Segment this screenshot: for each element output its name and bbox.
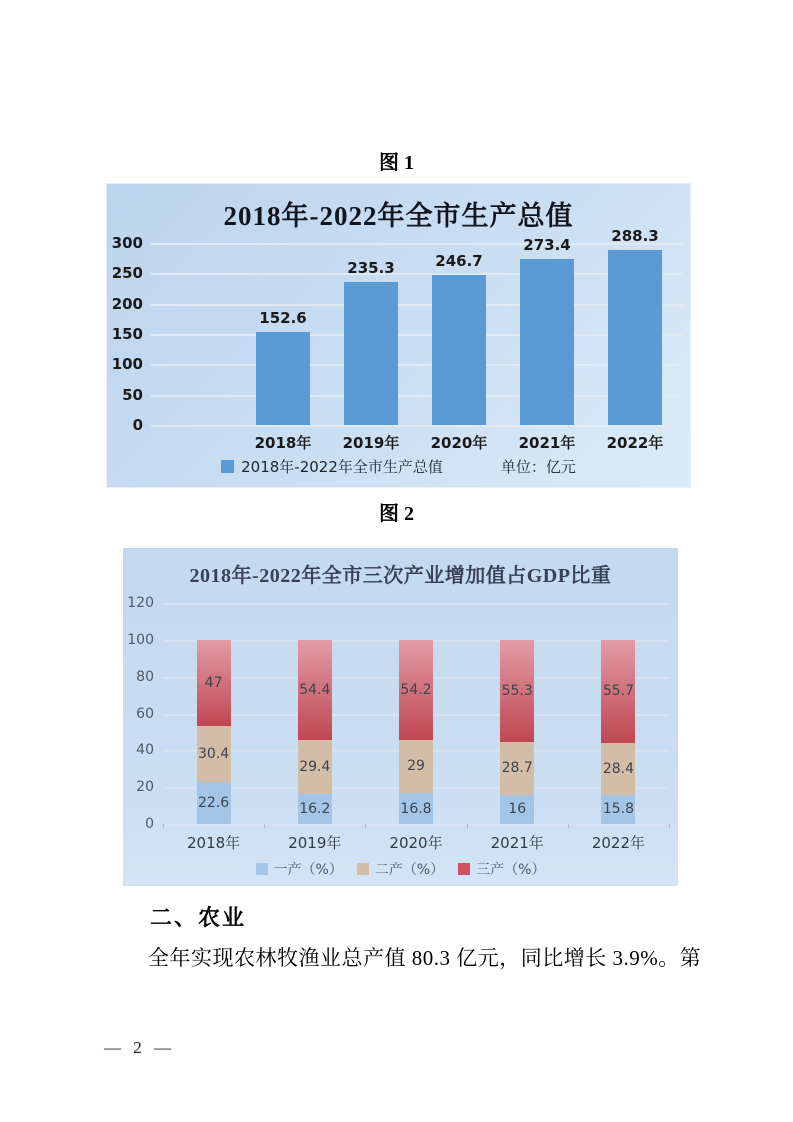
stacked-bar (500, 603, 534, 824)
gridline (163, 824, 669, 826)
legend-label: 三产（%） (476, 862, 546, 878)
segment-value-label: 16.8 (400, 800, 432, 817)
stack-segment (601, 743, 635, 795)
chart2-bar-area (163, 603, 669, 824)
segment-value-label: 54.4 (299, 681, 331, 698)
x-axis-label: 2019年 (342, 434, 400, 452)
segment-value-label: 22.6 (198, 795, 230, 812)
gdp-bar (520, 259, 574, 425)
stack-segment (298, 740, 332, 794)
chart2-legend (123, 859, 678, 879)
segment-value-label: 28.7 (501, 760, 533, 777)
stack-segment (399, 640, 433, 740)
stacked-bar (298, 603, 332, 824)
stack-segment (197, 782, 231, 824)
y-axis-tick-label: 20 (136, 779, 154, 796)
y-axis-tick-label: 80 (136, 668, 154, 685)
stack-segment (601, 640, 635, 743)
segment-value-label: 16 (508, 801, 527, 818)
x-axis-label: 2018年 (187, 834, 241, 852)
chart2-title: 2018年-2022年全市三次产业增加值占GDP比重 (189, 565, 612, 587)
chart1-title: 2018年-2022年全市生产总值 (223, 201, 574, 231)
stack-segment (399, 740, 433, 793)
axis-tick (669, 824, 670, 828)
chart2-plot-area (127, 595, 669, 832)
figure1-caption: 图 1 (379, 152, 414, 174)
legend-swatch (256, 863, 268, 875)
chart1-bar-slot (239, 243, 327, 425)
chart1-legend (107, 456, 690, 477)
stack-segment (197, 640, 231, 727)
x-axis-label: 2019年 (288, 834, 342, 852)
gridline (151, 425, 683, 427)
chart1-bar-slot (415, 243, 503, 425)
chart1-bar-area (239, 227, 679, 425)
chart1-x-axis (239, 432, 679, 453)
gdp-bar (432, 275, 486, 425)
segment-value-label: 28.4 (602, 760, 634, 777)
segment-value-label: 47 (204, 675, 223, 692)
y-axis-tick-label: 120 (127, 595, 154, 611)
y-axis-tick-label: 50 (122, 385, 143, 404)
gdp-bar-chart (106, 183, 691, 488)
chart1-unit-note: 单位：亿元 (500, 458, 576, 476)
chart1-bar-slot (503, 236, 591, 425)
y-axis-tick-label: 150 (111, 325, 143, 343)
section-heading-agriculture: 二、农业 (150, 905, 247, 930)
segment-value-label: 55.3 (501, 682, 533, 699)
page-number: — 2 — (104, 1038, 175, 1057)
y-axis-tick-label: 0 (145, 816, 154, 832)
stack-segment (298, 640, 332, 740)
bar-value-label: 288.3 (611, 227, 659, 246)
y-axis-tick-label: 300 (111, 234, 143, 252)
legend-item (458, 859, 545, 879)
y-axis-tick-label: 0 (132, 416, 143, 434)
axis-tick (264, 824, 265, 828)
legend-label: 一产（%） (273, 862, 343, 878)
stack-segment (500, 742, 534, 795)
axis-tick (467, 824, 468, 828)
x-axis-label: 2018年 (254, 434, 312, 452)
stacked-bar (601, 603, 635, 824)
chart2-bar-slot (568, 603, 669, 824)
axis-tick (568, 824, 569, 828)
y-axis-tick-label: 200 (111, 294, 143, 313)
segment-value-label: 54.2 (400, 681, 432, 698)
legend-item (357, 859, 444, 879)
bar-value-label: 152.6 (259, 309, 307, 328)
segment-value-label: 29 (407, 758, 425, 775)
y-axis-tick-label: 40 (136, 742, 154, 759)
stack-segment (197, 726, 231, 782)
gdp-bar (608, 250, 662, 425)
legend-swatch (221, 460, 234, 473)
bar-value-label: 235.3 (347, 259, 395, 278)
chart2-bar-slot (365, 603, 466, 824)
stacked-bar (399, 603, 433, 824)
segment-value-label: 29.4 (299, 759, 331, 776)
x-axis-label: 2020年 (389, 834, 443, 852)
chart1-bar-slot (327, 243, 415, 425)
y-axis-tick-label: 60 (136, 705, 154, 722)
bar-value-label: 246.7 (435, 252, 483, 271)
gdp-bar (344, 282, 398, 425)
y-axis-tick-label: 100 (127, 631, 154, 648)
body-paragraph: 全年实现农林牧渔业总产值 80.3 亿元，同比增长 3.9%。第 (148, 946, 702, 970)
stack-segment (500, 640, 534, 742)
axis-tick (163, 824, 164, 828)
segment-value-label: 30.4 (198, 746, 230, 763)
chart2-bar-slot (467, 603, 568, 824)
x-axis-label: 2022年 (606, 434, 664, 452)
chart1-legend-label: 2018年-2022年全市生产总值 (241, 458, 443, 476)
x-axis-label: 2020年 (430, 434, 488, 452)
stack-segment (601, 795, 635, 824)
legend-label: 二产（%） (374, 862, 445, 878)
legend-swatch (458, 863, 470, 875)
stack-segment (298, 794, 332, 824)
chart2-x-axis (163, 832, 669, 853)
x-axis-label: 2021年 (518, 434, 576, 452)
y-axis-tick-label: 100 (111, 355, 143, 374)
stack-segment (399, 793, 433, 824)
chart2-bar-slot (264, 603, 365, 824)
industry-share-stacked-chart (123, 548, 678, 886)
segment-value-label: 15.8 (602, 801, 634, 818)
y-axis-tick-label: 250 (111, 264, 143, 283)
chart2-bar-slot (163, 603, 264, 824)
bar-value-label: 273.4 (523, 236, 571, 255)
x-axis-label: 2022年 (591, 834, 645, 852)
axis-tick (365, 824, 366, 828)
legend-swatch (357, 863, 369, 875)
legend-item (256, 859, 343, 879)
x-axis-label: 2021年 (490, 834, 544, 852)
segment-value-label: 55.7 (602, 683, 634, 700)
figure2-caption: 图 2 (379, 503, 414, 525)
stack-segment (500, 795, 534, 824)
chart1-bar-slot (591, 227, 679, 425)
gdp-bar (256, 332, 310, 425)
stacked-bar (197, 603, 231, 824)
chart1-plot-area (111, 227, 683, 434)
segment-value-label: 16.2 (299, 801, 331, 818)
